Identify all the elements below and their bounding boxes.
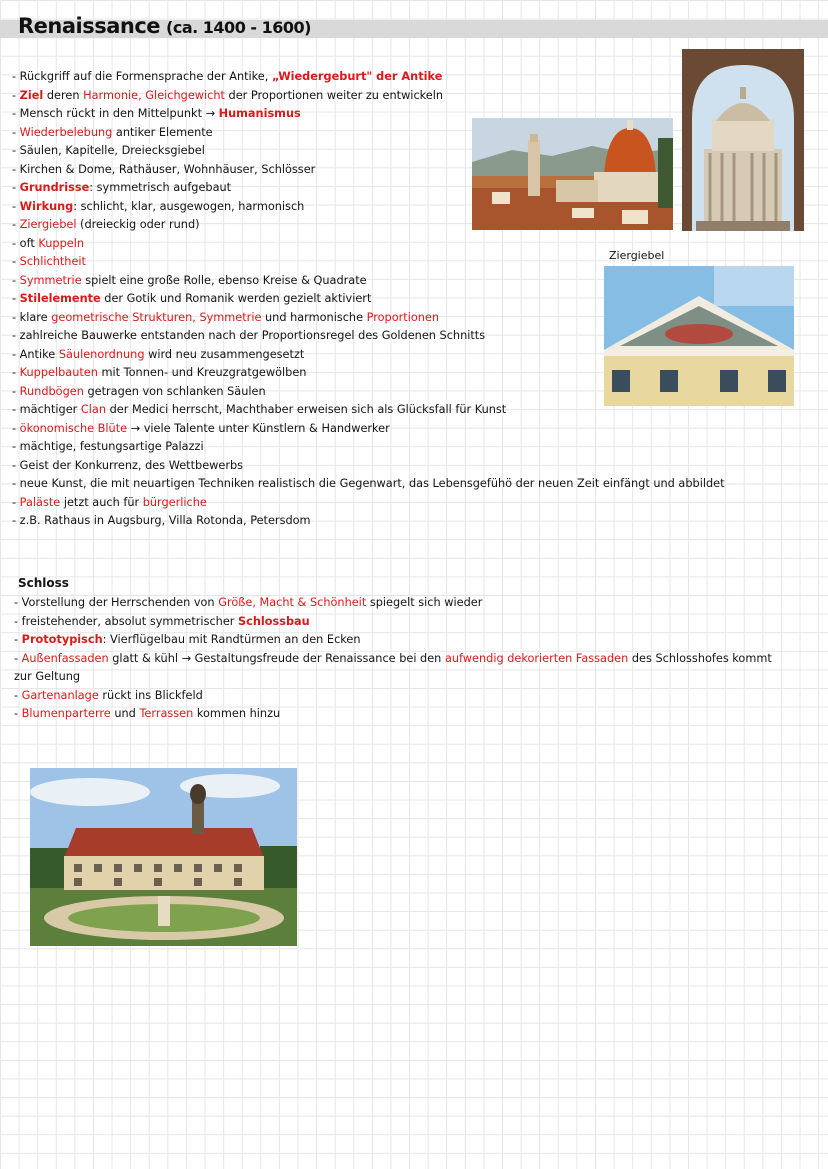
bullet-text: Paläste	[19, 495, 61, 509]
bullet-text: „Wiedergeburt" der Antike	[271, 70, 443, 83]
bullet-text: - Mensch rückt in den Mittelpunkt →	[12, 107, 219, 120]
bullet-text: Harmonie, Gleichgewicht	[83, 88, 225, 102]
bullet-text: -	[12, 181, 20, 194]
bullet-line	[12, 420, 725, 439]
bullet-text: Wirkung	[19, 199, 74, 213]
bullet-text: -	[12, 218, 20, 231]
bullet-text: spielt eine große Rolle, ebenso Kreise & Quadrate	[81, 273, 367, 287]
title-text: Renaissance	[18, 14, 161, 38]
bullet-text: rückt ins Blickfeld	[98, 688, 203, 702]
bullet-text: -	[12, 255, 20, 268]
bullet-text: - Vorstellung der Herrschenden von	[14, 596, 219, 609]
bullet-line	[14, 687, 772, 706]
bullet-text: -	[12, 125, 20, 139]
bullet-text: Clan	[80, 403, 106, 416]
bullet-line	[12, 457, 725, 476]
bullet-text: Größe, Macht & Schönheit	[218, 596, 367, 609]
bullet-text: - oft	[12, 236, 39, 250]
bullet-text: Ziergiebel	[19, 218, 77, 231]
bullet-text: -	[12, 273, 20, 287]
bullet-text: der Medici herrscht, Machthaber erweisen sich als Glücksfall für Kunst	[106, 403, 507, 416]
bullet-text: -	[12, 199, 20, 213]
bullet-text: - Geist der Konkurrenz, des Wettbewerbs	[12, 458, 244, 472]
bullet-text: : schlicht, klar, ausgewogen, harmonisch	[73, 199, 305, 213]
bullet-text: getragen von schlanken Säulen	[83, 384, 266, 398]
bullet-text: Proportionen	[366, 310, 440, 324]
bullet-line	[12, 512, 725, 531]
bullet-text: aufwendig dekorierten Fassaden	[444, 651, 629, 665]
bullet-text: Schlichtheit	[19, 255, 86, 268]
bullet-text: - neue Kunst, die mit neuartigen Techniken realistisch die Gegenwart, das Lebensgefühö der neuen Zeit einfängt und abbildet	[12, 477, 725, 490]
bullet-text: -	[12, 384, 20, 398]
bullet-line	[14, 668, 772, 687]
bullet-text: -	[12, 366, 20, 379]
florence-cathedral-image	[472, 118, 673, 230]
bullet-text: und	[110, 707, 140, 720]
page-title	[18, 14, 311, 38]
bullet-text: Gartenanlage	[21, 688, 99, 702]
bullet-text: Prototypisch	[21, 633, 103, 646]
bullet-text: Säulenordnung	[58, 347, 145, 361]
bullet-text: mit Tonnen- und Kreuzgratgewölben	[97, 366, 307, 379]
bullet-text: glatt & kühl → Gestaltungsfreude der Renaissance bei den	[108, 651, 445, 665]
title-dates: (ca. 1400 - 1600)	[166, 18, 311, 37]
bullet-text: - mächtige, festungsartige Palazzi	[12, 440, 204, 453]
bullet-text: spiegelt sich wieder	[366, 596, 483, 609]
ziergiebel-image	[604, 266, 794, 406]
bullet-text: -	[14, 707, 22, 720]
bullet-text: - z.B. Rathaus in Augsburg, Villa Rotonda, Petersdom	[12, 514, 311, 527]
bullet-line	[12, 68, 725, 87]
bullet-text: deren	[43, 88, 84, 102]
gable-caption: Ziergiebel	[609, 249, 665, 262]
bullet-text: wird neu zusammengesetzt	[144, 347, 305, 361]
bullet-text: -	[12, 421, 20, 435]
bullet-text: ökonomische Blüte	[19, 421, 128, 435]
bullet-text: bürgerliche	[142, 495, 207, 509]
bullet-text: Wiederbelebung	[19, 125, 113, 139]
schloss-bullet-list	[14, 594, 772, 724]
bullet-text: kommen hinzu	[193, 707, 281, 720]
bullet-text: -	[14, 651, 22, 665]
bullet-text: jetzt auch für	[60, 495, 143, 509]
bullet-text: - zahlreiche Bauwerke entstanden nach der Proportionsregel des Goldenen Schnitts	[12, 329, 486, 342]
bullet-text: - klare	[12, 310, 52, 324]
bullet-text: Rundbögen	[19, 384, 84, 398]
bullet-text: Terrassen	[139, 707, 194, 720]
bullet-text: des Schlosshofes kommt	[628, 651, 772, 665]
bullet-text: Kuppelbauten	[19, 366, 98, 379]
bullet-text: der Proportionen weiter zu entwickeln	[224, 88, 444, 102]
bullet-line	[14, 594, 772, 613]
bullet-text: Grundrisse	[19, 181, 90, 194]
bullet-line	[12, 438, 725, 457]
bullet-text: Schlossbau	[238, 614, 310, 628]
bullet-text: Ziel	[19, 88, 44, 102]
bullet-text: : symmetrisch aufgebaut	[89, 181, 232, 194]
bullet-text: -	[12, 495, 20, 509]
bullet-text: Symmetrie	[19, 273, 82, 287]
bullet-text: -	[12, 292, 20, 305]
bullet-line	[12, 494, 725, 513]
bullet-line	[12, 475, 725, 494]
schloss-weikersheim-image	[30, 768, 297, 946]
bullet-line	[12, 87, 725, 106]
bullet-text: (dreieckig oder rund)	[76, 218, 200, 231]
bullet-text: antiker Elemente	[112, 125, 213, 139]
bullet-text: - Rückgriff auf die Formensprache der Antike,	[12, 70, 272, 83]
bullet-line	[14, 613, 772, 632]
bullet-text: der Gotik und Romanik werden gezielt aktiviert	[100, 292, 372, 305]
bullet-text: geometrische Strukturen, Symmetrie	[51, 310, 262, 324]
bullet-text: Humanismus	[218, 107, 301, 120]
bullet-text: -	[14, 633, 22, 646]
schloss-heading: Schloss	[18, 576, 69, 590]
bullet-text: -	[14, 688, 22, 702]
bullet-line	[14, 650, 772, 669]
bullet-text: Blumenparterre	[21, 707, 111, 720]
bullet-text: - Säulen, Kapitelle, Dreiecksgiebel	[12, 144, 205, 157]
bullet-text: Stilelemente	[19, 292, 101, 305]
tempietto-image	[682, 49, 804, 231]
bullet-text: → viele Talente unter Künstlern & Handwerker	[127, 421, 390, 435]
bullet-line	[14, 631, 772, 650]
bullet-line	[14, 705, 772, 724]
bullet-text: - mächtiger	[12, 403, 81, 416]
bullet-text: - Kirchen & Dome, Rathäuser, Wohnhäuser, Schlösser	[12, 162, 316, 176]
bullet-text: Außenfassaden	[21, 651, 109, 665]
bullet-text: - Antike	[12, 347, 59, 361]
bullet-text: -	[12, 88, 20, 102]
bullet-text: : Vierflügelbau mit Randtürmen an den Ecken	[102, 633, 361, 646]
bullet-text: - freistehender, absolut symmetrischer	[14, 614, 239, 628]
bullet-text: und harmonische	[261, 310, 367, 324]
bullet-text: zur Geltung	[14, 670, 81, 683]
bullet-text: Kuppeln	[38, 236, 84, 250]
